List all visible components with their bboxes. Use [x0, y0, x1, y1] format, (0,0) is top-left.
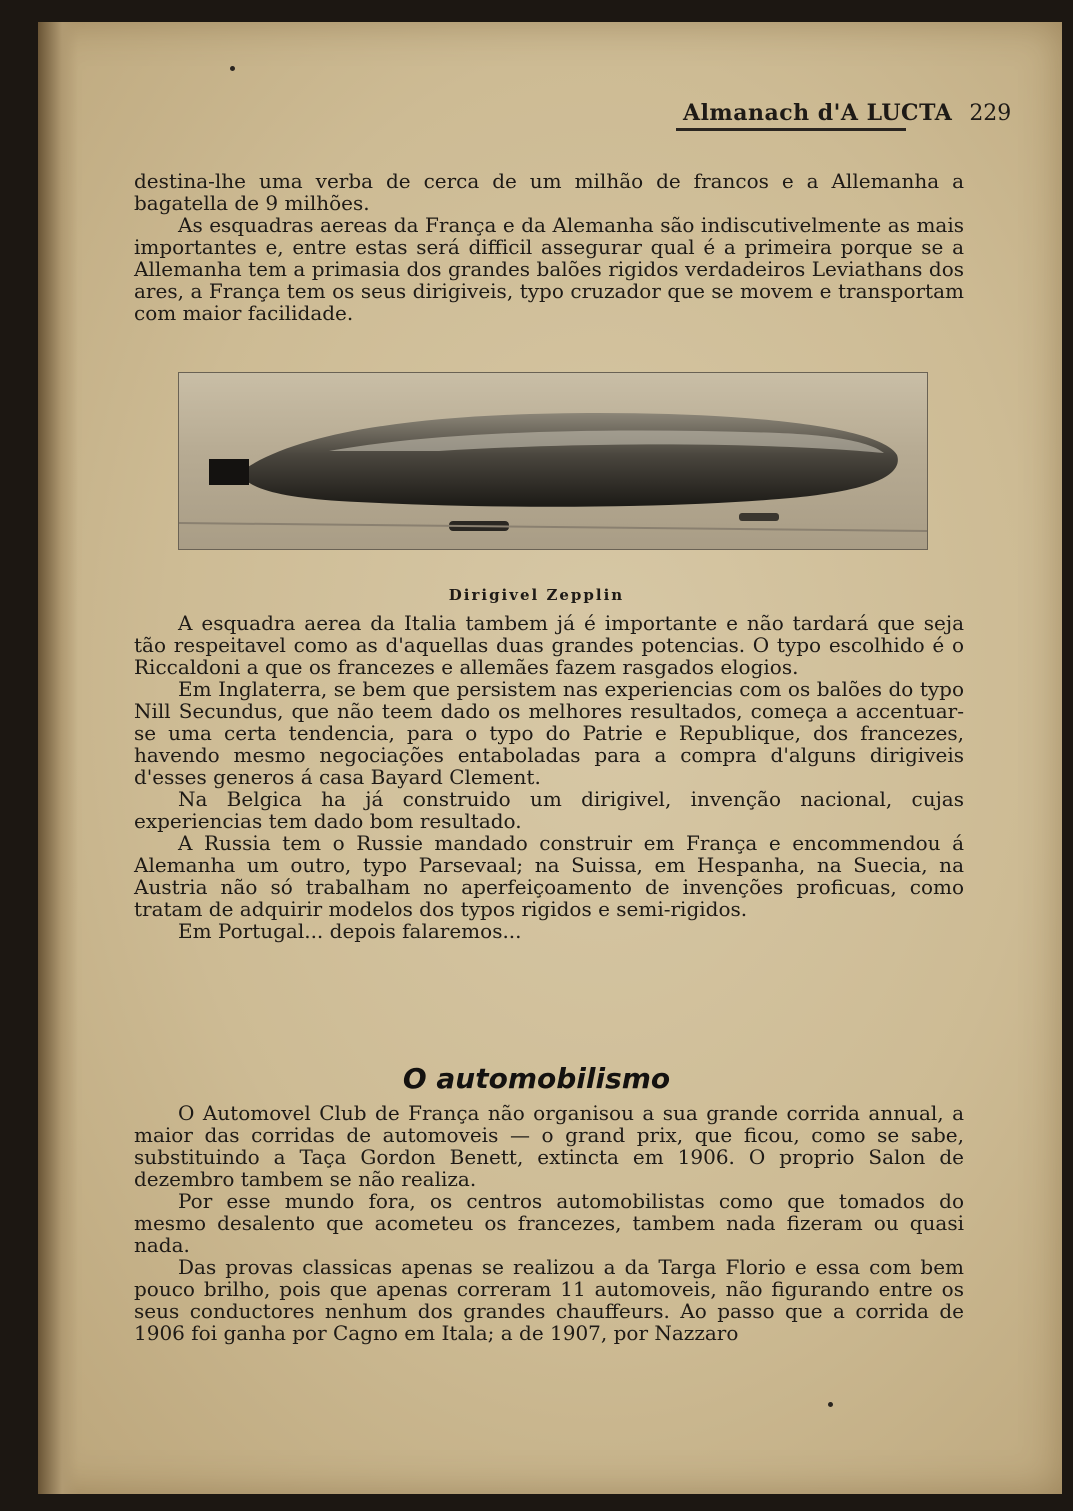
zeppelin-airship-photo	[178, 372, 928, 550]
airship-tail-fin	[209, 459, 249, 485]
section-heading: O automobilismo	[402, 1062, 671, 1095]
paragraph: Na Belgica ha já construido um dirigivel, invenção nacional, cujas experiencias tem dado bom resultado.	[134, 787, 964, 833]
paragraph: Das provas classicas apenas se realizou a da Targa Florio e essa com bem pouco brilho, pois que apenas correram 11 automoveis, não figurando entre os seus conductores nenhum dos grandes chauffeurs. Ao passo que a corrida de 1906 foi ganha por Cagno em Itala; a de 1907, por Nazzaro	[134, 1255, 964, 1345]
airship-hull	[239, 413, 898, 507]
paragraph: As esquadras aereas da França e da Alemanha são indiscutivelmente as mais importantes e, entre estas será difficil assegurar qual é a primeira porque se a Allemanha tem a primasia dos grandes balões rigidos verdadeiros Leviathans dos ares, a França tem os seus dirigiveis, typo cruzador que se movem e transportam com maior facilidade.	[134, 213, 964, 325]
figure-caption: Dirigivel Zepplin	[448, 586, 625, 604]
page-number: 229	[969, 101, 1012, 126]
paragraph: A esquadra aerea da Italia tambem já é importante e não tardará que seja tão respeitavel como as d'aquellas duas grandes potencias. O typo escolhido é o Riccaldoni a que os francezes e allemães fazem rasgados elogios.	[134, 611, 964, 679]
ground-horizon	[179, 523, 927, 531]
paragraph: Em Portugal... depois falaremos...	[178, 919, 522, 943]
text-block-3	[134, 1102, 964, 1344]
running-header	[683, 100, 1011, 126]
paragraph: Por esse mundo fora, os centros automobilistas como que tomados do mesmo desalento que acometeu os francezes, tambem nada fizeram ou quasi nada.	[134, 1189, 964, 1257]
page-spine-shadow	[38, 22, 78, 1494]
airship-illustration	[179, 373, 927, 549]
paragraph: O Automovel Club de França não organisou a sua grande corrida annual, a maior das corridas de automoveis — o grand prix, que ficou, como se sabe, substituindo a Taça Gordon Benett, extincta em 1906. O proprio Salon de dezembro tambem se não realiza.	[134, 1101, 964, 1191]
airship-gondola	[739, 513, 779, 521]
paragraph: destina-lhe uma verba de cerca de um milhão de francos e a Allemanha a bagatella de 9 milhões.	[134, 169, 964, 215]
book-page	[38, 22, 1062, 1494]
header-rule	[676, 128, 906, 131]
text-block-2	[134, 612, 964, 942]
paragraph: A Russia tem o Russie mandado construir em França e encommendou á Alemanha um outro, typo Parsevaal; na Suissa, em Hespanha, na Suecia, na Austria não só trabalham no aperfeiçoamento de invenções proficuas, como tratam de adquirir modelos dos typos rigidos e semi-rigidos.	[134, 831, 964, 921]
text-block-1	[134, 170, 964, 324]
ink-speck	[230, 66, 235, 71]
paragraph: Em Inglaterra, se bem que persistem nas experiencias com os balões do typo Nill Secundus, que não teem dado os melhores resultados, começa a accentuar-se uma certa tendencia, para o typo do Patrie e Republique, dos francezes, havendo mesmo negociações entaboladas para a compra d'alguns dirigiveis d'esses generos á casa Bayard Clement.	[134, 677, 964, 789]
header-title: Almanach d'A LUCTA	[683, 100, 953, 126]
ink-speck	[828, 1402, 833, 1407]
